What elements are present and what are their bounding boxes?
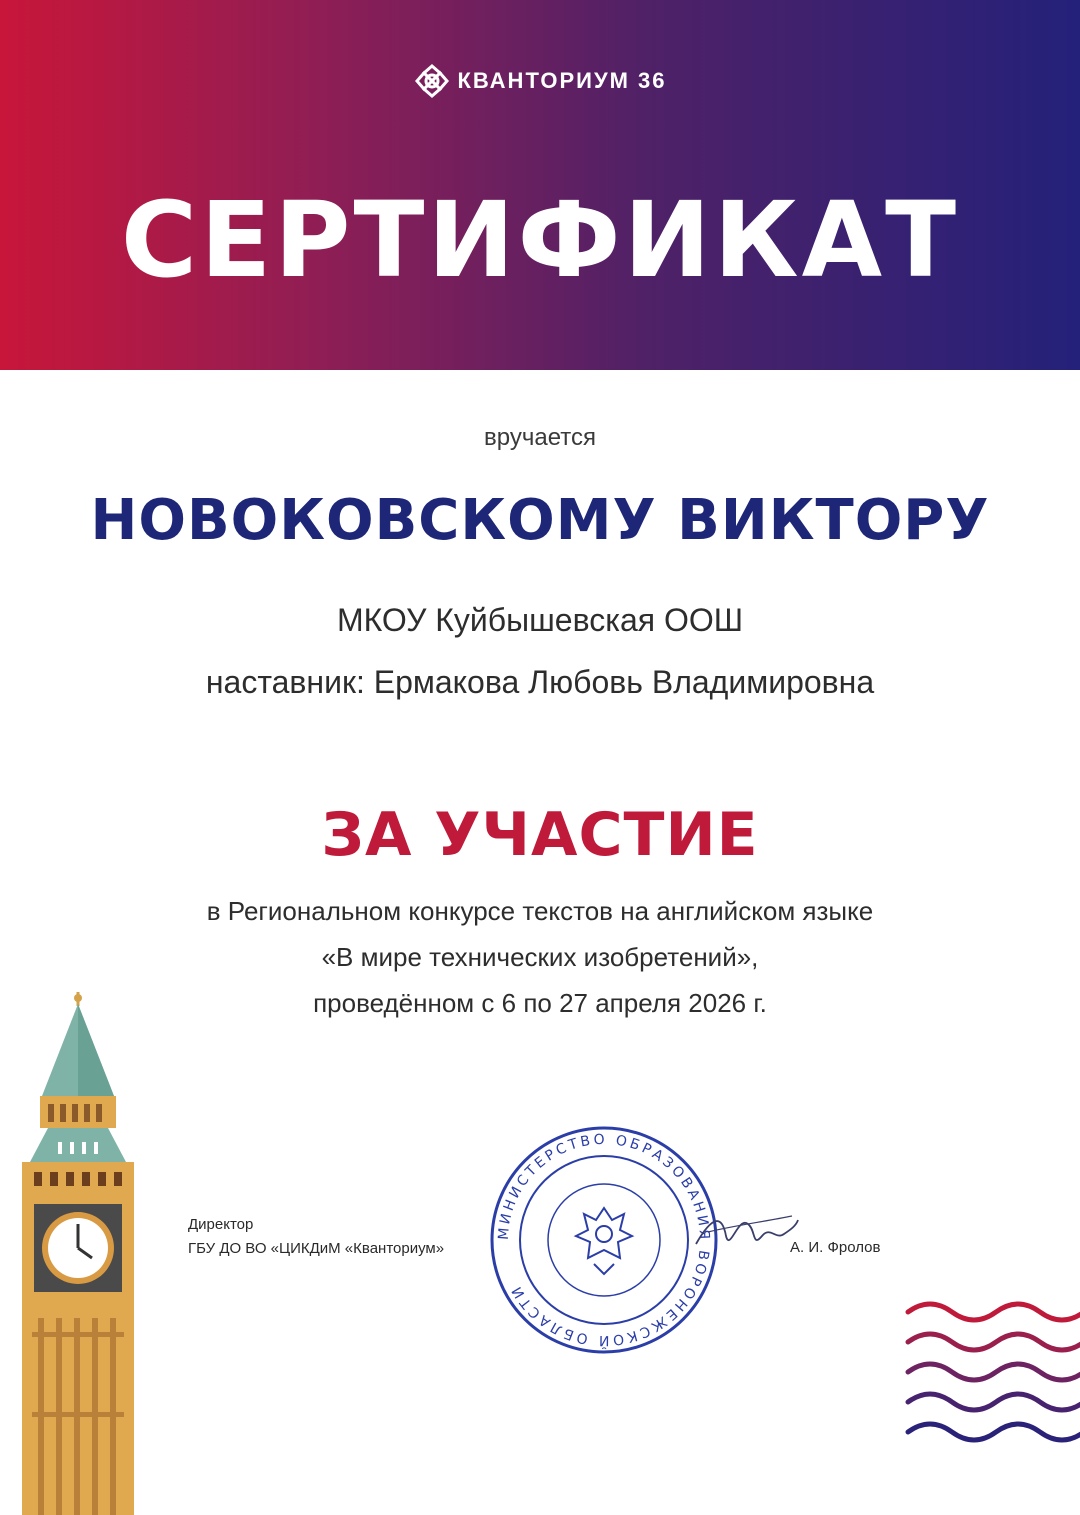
logo bbox=[0, 62, 1080, 100]
recipient-name: НОВОКОВСКОМУ ВИКТОРУ bbox=[90, 488, 990, 553]
signatory-organization: ГБУ ДО ВО «ЦИКДиМ «Кванториум» bbox=[188, 1240, 445, 1257]
description-line-2: «В мире технических изобретений», bbox=[321, 942, 759, 972]
eagle-emblem-icon bbox=[576, 1208, 632, 1274]
clock-tower-illustration bbox=[18, 992, 143, 1515]
description-line-3: проведённом с 6 по 27 апреля 2026 г. bbox=[313, 988, 767, 1018]
award-reason: ЗА УЧАСТИЕ bbox=[321, 800, 759, 870]
wave-lines-decoration bbox=[900, 1298, 1080, 1468]
signatory-role: Директор bbox=[188, 1216, 254, 1233]
stamp-text: МИНИСТЕРСТВО ОБРАЗОВАНИЯ ВОРОНЕЖСКОЙ ОБЛАСТИ bbox=[495, 1131, 713, 1349]
awarded-label: вручается bbox=[484, 424, 596, 451]
mentor-line: наставник: Ермакова Любовь Владимировна bbox=[205, 664, 875, 700]
kvantorium-logo-icon bbox=[413, 62, 451, 100]
recipient-organization: МКОУ Куйбышевская ООШ bbox=[336, 602, 744, 638]
description-line-1: в Региональном конкурсе текстов на английском языке bbox=[206, 896, 874, 926]
signatory-name: А. И. Фролов bbox=[790, 1239, 881, 1256]
official-stamp bbox=[488, 1124, 720, 1356]
svg-text:МИНИСТЕРСТВО ОБРАЗОВАНИЯ ВОРОН bbox=[496, 1132, 712, 1350]
certificate-title: СЕРТИФИКАТ bbox=[120, 179, 960, 301]
handwritten-signature bbox=[692, 1196, 802, 1266]
logo-text: КВАНТОРИУМ 36 bbox=[457, 68, 667, 93]
header-banner bbox=[0, 0, 1080, 370]
